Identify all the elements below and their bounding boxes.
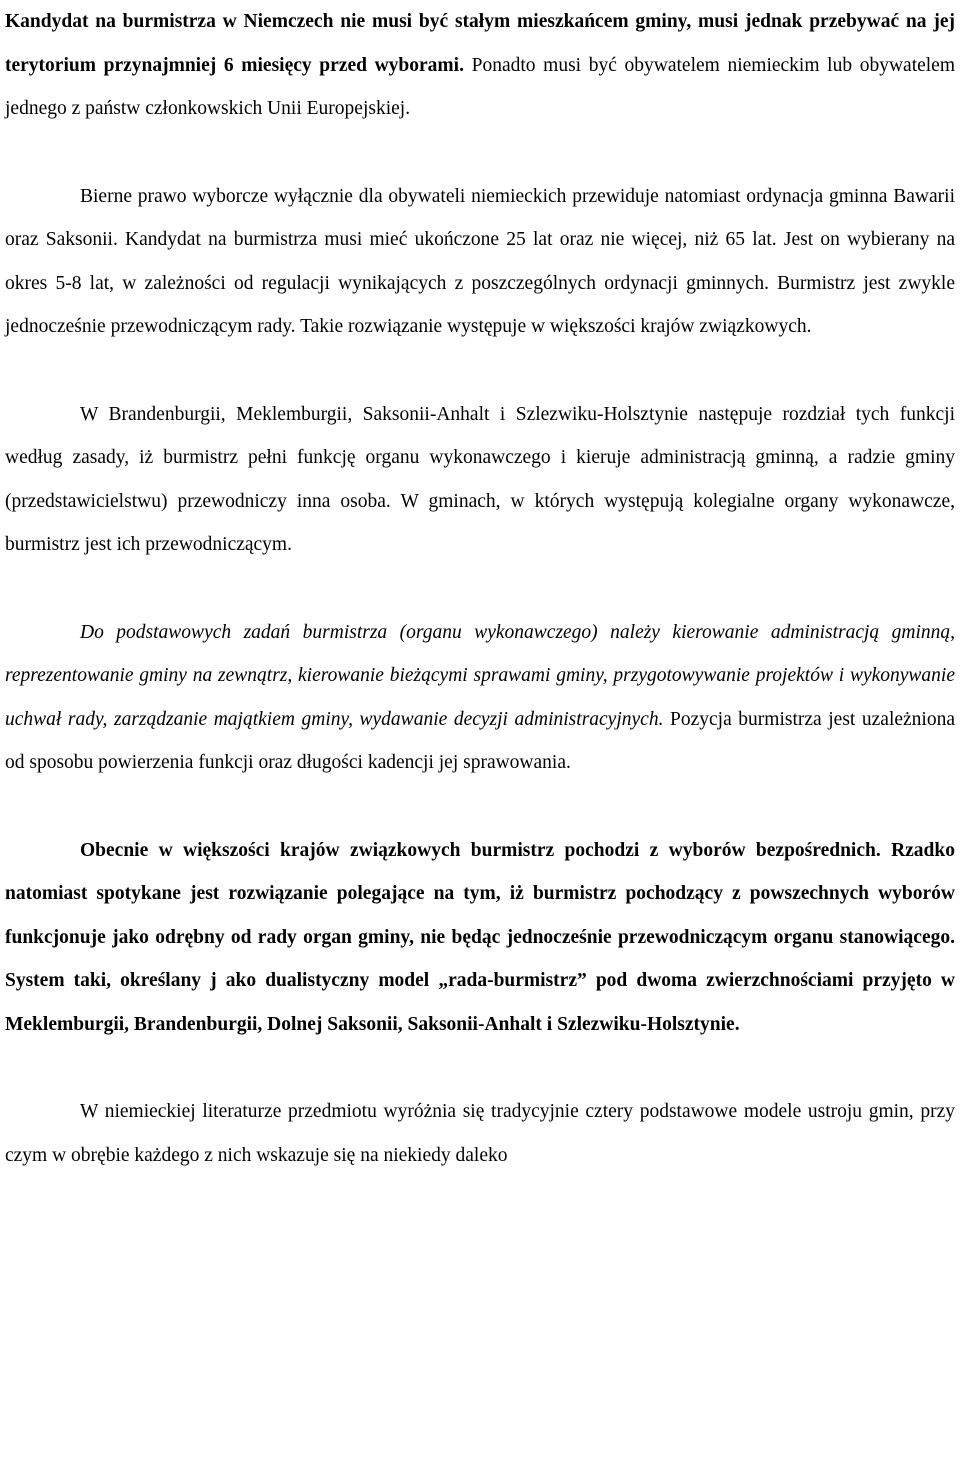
paragraph-gap [5,785,955,829]
paragraph-candidate-residency [5,0,955,131]
paragraph-gap [5,567,955,611]
paragraph-text: W niemieckiej literaturze przedmiotu wyróżnia się tradycyjnie cztery podstawowe modele ustroju gmin, przy czym w obrębie każdego z nich wskazuje się na niekiedy daleko [5,1101,955,1166]
paragraph-text: Ponadto musi być obywatelem niemieckim lub obywatelem jednego z państw członkowskich Unii Europejskiej. [5,54,956,119]
paragraph-italic-text: Do podstawowych zadań burmistrza (organu wykonawczego) należy kierowanie administracją gminną, reprezentowanie gminy na zewnątrz, kierowanie bieżącymi sprawami gminy, przygotowywanie projektów i wykonywanie uchwał rady, zarządzanie majątkiem gminy, wydawanie decyzji administracyjnych. [5,621,955,730]
document-page [5,0,955,1177]
paragraph-gap [5,131,955,175]
paragraph-text: Obecnie w większości krajów związkowych burmistrz pochodzi z wyborów bezpośrednich. Rzadko natomiast spotykane jest rozwiązanie polegające na tym, iż burmistrz pochodzący z powszechnych wyborów funkcjonuje jako odrębny od rady organ gminy, nie będąc jednocześnie przewodniczącym organu stanowiącego. System taki, określany j ako dualistyczny model „rada-burmistrz” pod dwoma zwierzchnościami przyjęto w Meklemburgii, Brandenburgii, Dolnej Saksonii, Saksonii-Anhalt i Szlezwiku-Holsztynie. [5,839,955,1035]
paragraph-municipal-models [5,1090,955,1177]
paragraph-separation-of-functions [5,393,955,567]
paragraph-gap [5,349,955,393]
paragraph-gap [5,1046,955,1090]
paragraph-text: W Brandenburgii, Meklemburgii, Saksonii-Anhalt i Szlezwiku-Holsztynie następuje rozdział tych funkcji według zasady, iż burmistrz pełni funkcję organu wykonawczego i kieruje administracją gminną, a radzie gminy (przedstawicielstwu) przewodniczy inna osoba. W gminach, w których występują kolegialne organy wykonawcze, burmistrz jest ich przewodniczącym. [5,403,955,555]
paragraph-text: Bierne prawo wyborcze wyłącznie dla obywateli niemieckich przewiduje natomiast ordynacja gminna Bawarii oraz Saksonii. Kandydat na burmistrza musi mieć ukończone 25 lat oraz nie więcej, niż 65 lat. Jest on wybierany na okres 5-8 lat, w zależności od regulacji wynikających z poszczególnych ordynacji gminnych. Burmistrz jest zwykle jednocześnie przewodniczącym rady. Takie rozwiązanie występuje w większości krajów związkowych. [5,185,955,337]
paragraph-text: Pozycja burmistrza jest uzależniona od sposobu powierzenia funkcji oraz długości kadencji jej sprawowania. [5,708,955,773]
paragraph-mayor-duties [5,611,955,785]
paragraph-direct-elections [5,829,955,1047]
paragraph-bold-text: Kandydat na burmistrza w Niemczech nie musi być stałym mieszkańcem gminy, musi jednak przebywać na jej terytorium przynajmniej 6 miesięcy przed wyborami. [5,11,955,76]
paragraph-passive-voting-rights [5,175,955,349]
